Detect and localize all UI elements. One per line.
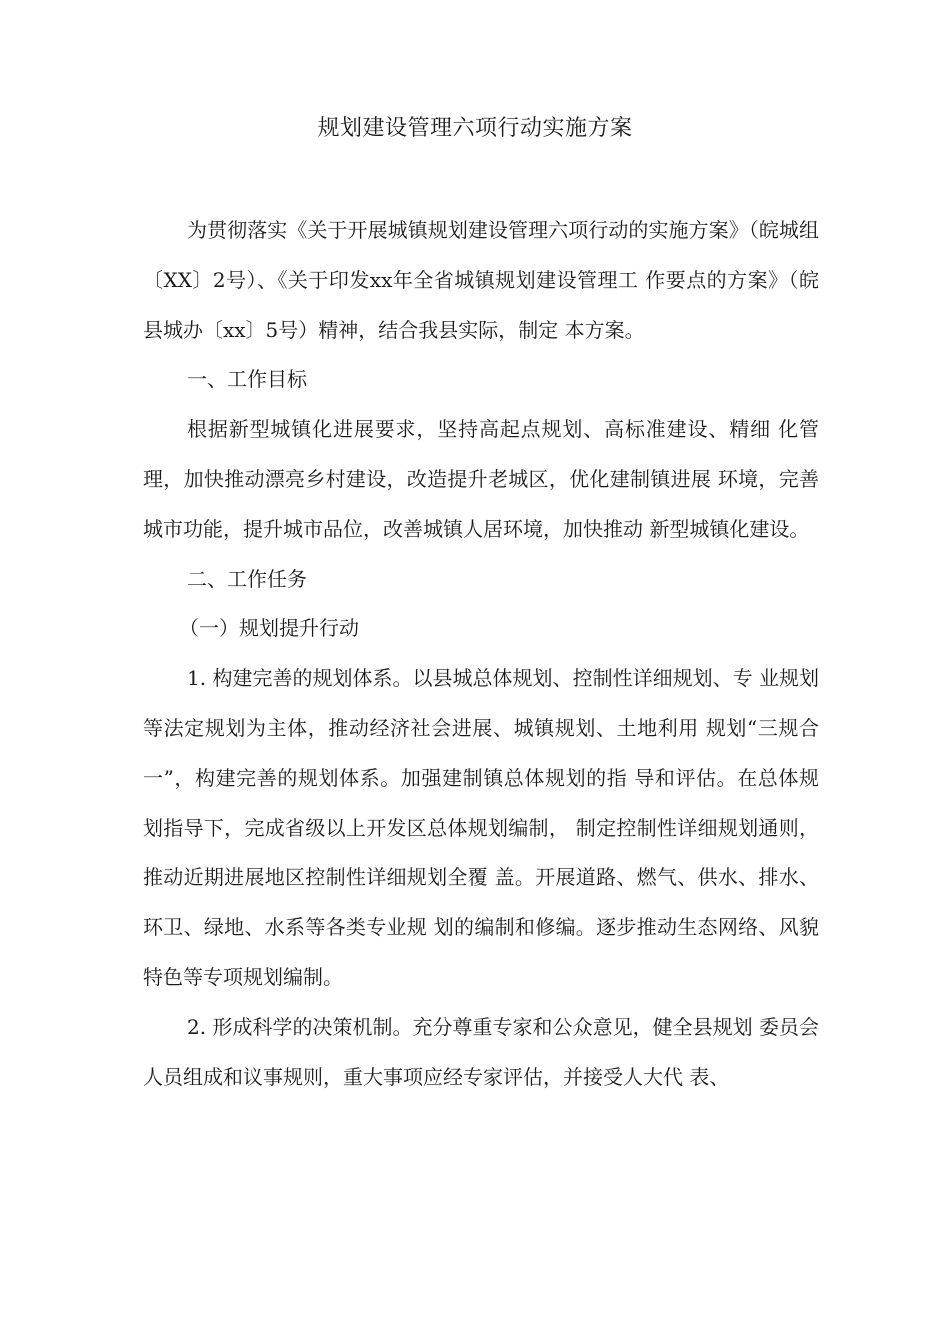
goals-paragraph: 根据新型城镇化进展要求，坚持高起点规划、高标准建设、精细 化管理，加快推动漂亮乡村建设，改造提升老城区，优化建制镇进展 环境，完善城市功能，提升城市品位，改善城镇人居环境，加快推动 新型城镇化建设。 xyxy=(143,417,819,541)
section-heading-tasks: 二、工作任务 xyxy=(187,566,307,591)
task-paragraph-1: 1. 构建完善的规划体系。以县城总体规划、控制性详细规划、专 业规划等法定规划为主体，推动经济社会进展、城镇规划、土地利用 规划“三规合一”，构建完善的规划体系。加强建制镇总体规划的指 导和评估。在总体规划指导下，完成省级以上开发区总体规划编制， 制定控制性详细规划通则，推动近期进展地区控制性详细规划全覆 盖。开展道路、燃气、供水、排水、环卫、绿地、水系等各类专业规 划的编制和修编。逐步推动生态网络、风貌特色等专项规划编制。 xyxy=(143,666,819,989)
subsection-heading-planning: （一）规划提升行动 xyxy=(179,616,359,641)
task-paragraph-2: 2. 形成科学的决策机制。充分尊重专家和公众意见，健全县规划 委员会人员组成和议事规则，重大事项应经专家评估，并接受人大代 表、 xyxy=(143,1014,819,1089)
intro-paragraph: 为贯彻落实《关于开展城镇规划建设管理六项行动的实施方案》（皖城组〔XX〕2号）、《关于印发xx年全省城镇规划建设管理工 作要点的方案》（皖县城办〔xx〕5号）精神，结合我县实际，制定 本方案。 xyxy=(143,218,819,342)
document-body xyxy=(143,206,819,1102)
section-heading-goals: 一、工作目标 xyxy=(187,367,307,392)
document-title: 规划建设管理六项行动实施方案 xyxy=(317,116,633,141)
